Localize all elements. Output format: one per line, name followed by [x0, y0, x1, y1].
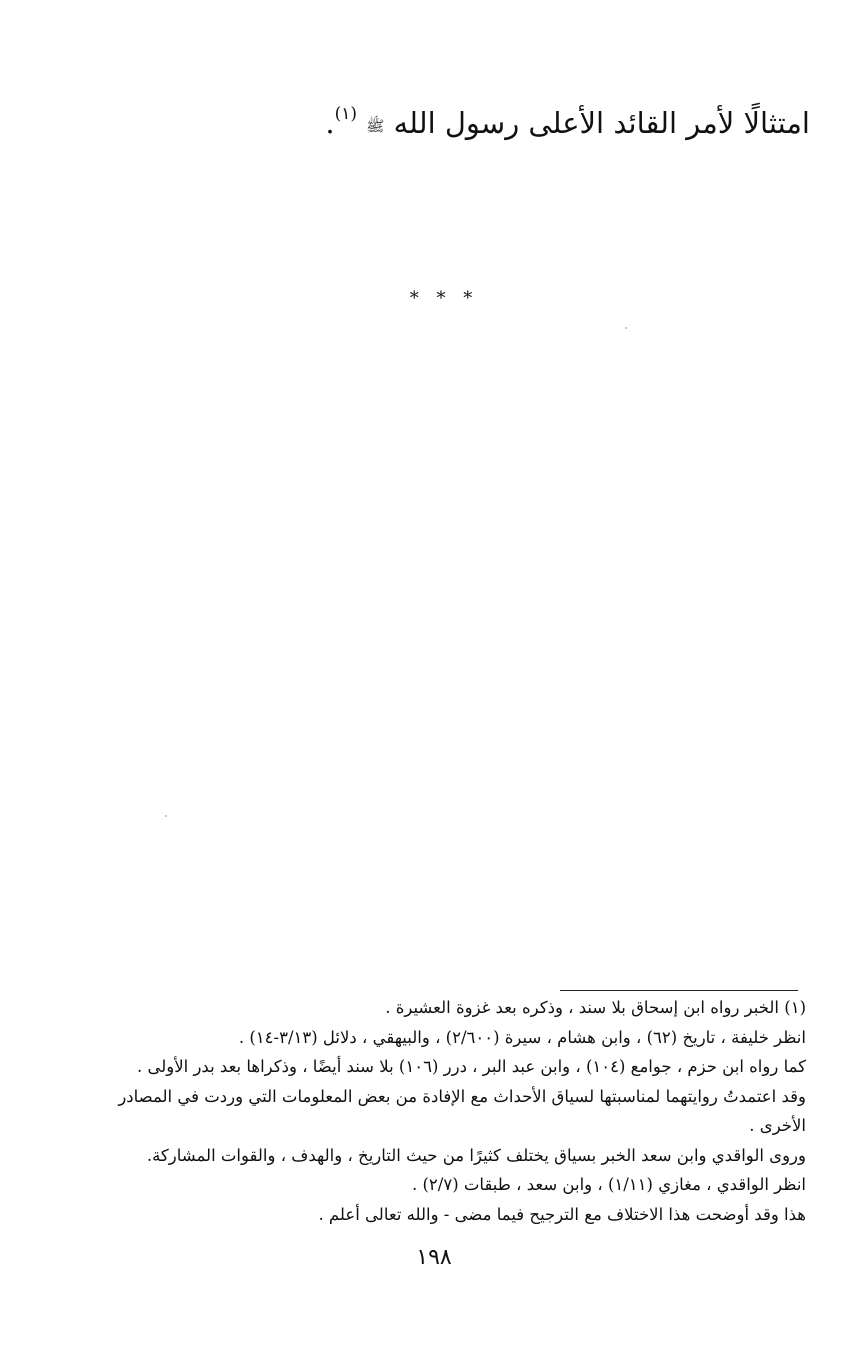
main-text-line [50, 86, 810, 154]
footnote-divider [560, 990, 798, 991]
footnote-line: انظر خليفة ، تاريخ (٦٢) ، وابن هشام ، سيرة (٢/٦٠٠) ، والبيهقي ، دلائل (٣/١٣-١٤) . [238, 1027, 806, 1047]
footnote-line: (١) الخبر رواه ابن إسحاق بلا سند ، وذكره بعد غزوة العشيرة . [385, 998, 806, 1017]
scan-speck [625, 327, 627, 329]
footnote-line: الأخرى . [749, 1116, 806, 1135]
footnote-line: انظر الواقدي ، مغازي (١/١١) ، وابن سعد ، طبقات (٢/٧) . [411, 1175, 806, 1194]
section-separator: * * * [409, 288, 479, 309]
footnotes-block [46, 993, 806, 1229]
footnote-line: وقد اعتمدتُ روايتهما لمناسبتها لسياق الأحداث مع الإفادة من بعض المعلومات التي وردت في المصادر [118, 1086, 806, 1106]
honorific-glyph: ﷺ [366, 117, 385, 135]
page-number: ١٩٨ [416, 1245, 452, 1270]
footnote-line: هذا وقد أوضحت هذا الاختلاف مع الترجيح فيما مضى - والله تعالى أعلم . [318, 1204, 806, 1224]
main-text: امتثالًا لأمر القائد الأعلى رسول الله [393, 106, 810, 140]
footnote-line: وروى الواقدي وابن سعد الخبر بسياق يختلف كثيرًا من حيث التاريخ ، والهدف ، والقوات المشاركة. [146, 1145, 806, 1165]
footnote-line: كما رواه ابن حزم ، جوامع (١٠٤) ، وابن عبد البر ، درر (١٠٦) بلا سند أيضًا ، وذكراها بعد بدر الأولى . [136, 1057, 806, 1076]
end-punctuation: . [325, 106, 335, 140]
scan-speck [165, 815, 167, 817]
footnote-reference: (١) [334, 104, 358, 124]
